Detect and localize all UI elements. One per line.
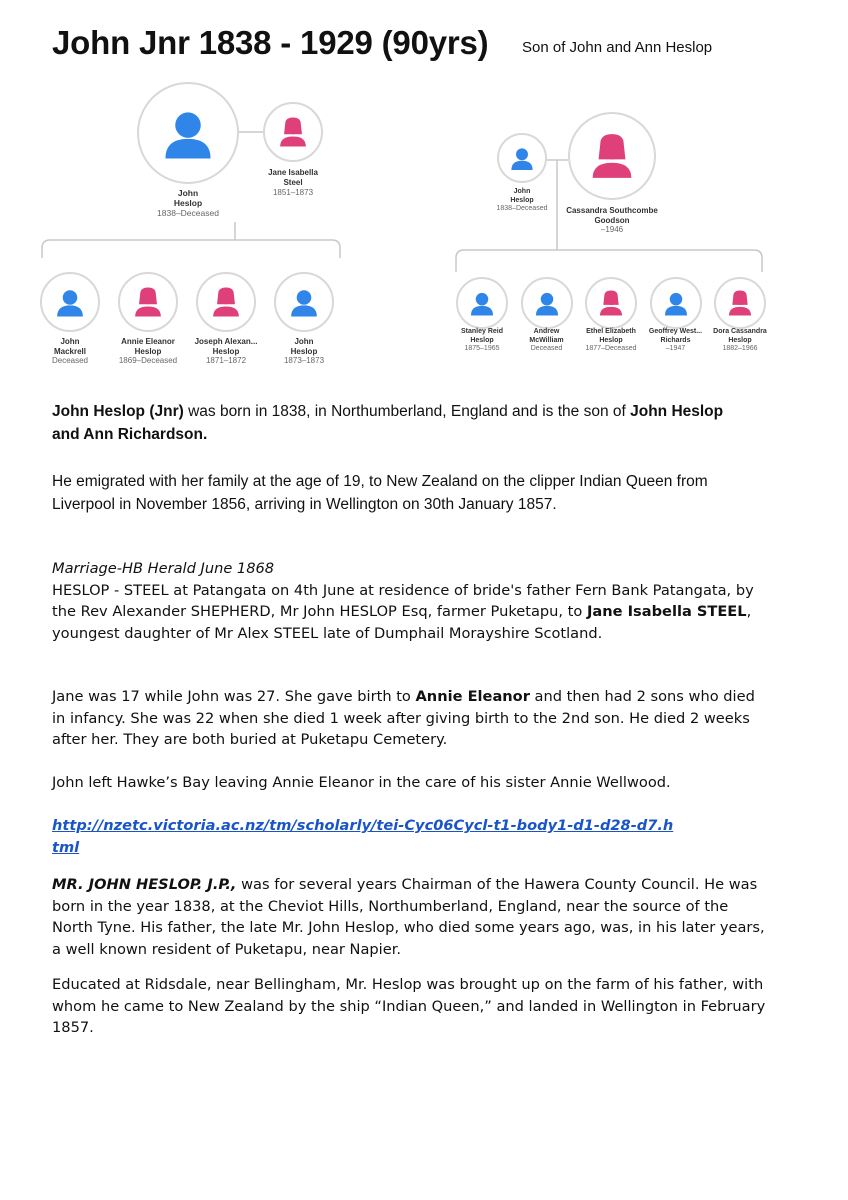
right-child-avatar[interactable] [585, 277, 637, 329]
intro-paragraph [52, 400, 752, 446]
departure-paragraph: John left Hawke’s Bay leaving Annie Eleanor in the care of his sister Annie Wellwood. [52, 774, 671, 791]
person-surname: Heslop [599, 336, 623, 344]
right-spouse-label [552, 206, 672, 235]
person-surname: Goodson [594, 215, 630, 225]
person-name: Andrew [533, 328, 560, 335]
bold-name: John Heslop (Jnr) [52, 403, 184, 420]
text-span: HESLOP - STEEL at Patangata on 4th June at residence of bride's father Fern Bank Patangata, by the Rev Alexander SHEPHERD, Mr John HESLOP Esq, farmer Puketapu, to [52, 581, 754, 620]
person-name: Stanley Reid [460, 328, 503, 335]
person-name: Cassandra Southcombe [566, 206, 658, 215]
male-person-icon [276, 274, 332, 330]
right-principal-avatar[interactable] [497, 133, 547, 183]
person-surname: Heslop [290, 346, 318, 356]
person-name: Jane Isabella [268, 168, 318, 177]
person-dates: 1882–1966 [722, 345, 758, 352]
left-spouse-label [253, 168, 333, 198]
bold-italic-name: MR. JOHN HESLOP. J.P., [52, 876, 237, 893]
male-person-icon [652, 279, 700, 327]
right-child-label [707, 328, 773, 354]
bold-parents: John Heslop and Ann Richardson. [52, 403, 724, 443]
person-name: Ethel Elizabeth [586, 328, 636, 335]
bold-bride-name: Jane Isabella STEEL [586, 603, 747, 620]
person-surname: Heslop [510, 196, 534, 204]
education-paragraph: Educated at Ridsdale, near Bellingham, Mr. Heslop was brought up on the farm of his father, with whom he came to New Zealand by the ship “Indian Queen,” and landed in Wellington in February 1857. [52, 976, 766, 1036]
marriage-paragraph [52, 558, 772, 644]
person-name: John [294, 337, 314, 346]
right-child-avatar[interactable] [714, 277, 766, 329]
family-paragraph [52, 686, 772, 751]
source-link-continued[interactable]: tml [52, 838, 80, 856]
female-person-icon [587, 279, 635, 327]
person-surname: Heslop [212, 346, 240, 356]
marriage-heading: Marriage-HB Herald June 1868 [52, 560, 275, 577]
right-spouse-avatar[interactable] [568, 112, 656, 200]
person-name: Geoffrey West... [648, 328, 703, 335]
text-span: and then had 2 sons who died in infancy. She was 22 when she died 1 week after giving birth to the 2nd son. He died 2 weeks after her. They are both buried at Puketapu Cemetery. [52, 688, 755, 748]
left-child-label [266, 337, 342, 366]
female-person-icon [265, 104, 321, 160]
left-child-avatar[interactable] [274, 272, 334, 332]
person-dates: Deceased [51, 356, 89, 365]
person-name: John [513, 188, 531, 195]
male-person-icon [139, 84, 237, 182]
person-surname: Heslop [728, 336, 752, 344]
left-child-label [32, 337, 108, 366]
left-child-label [110, 337, 186, 366]
family-trees [0, 0, 848, 390]
source-link-block [52, 815, 772, 858]
right-child-avatar[interactable] [650, 277, 702, 329]
person-surname: Richards [660, 336, 691, 344]
person-dates: 1871–1872 [205, 356, 247, 365]
right-child-label [643, 328, 709, 354]
text-span: was for several years Chairman of the Hawera County Council. He was born in the year 1838, at the Cheviot Hills, Northumberland, England, near the source of the North Tyne. His father, the late Mr. John Heslop, who died some years ago, was, in his later years, a well known resident of Puketapu, near Napier. [52, 876, 765, 958]
person-surname: Mackrell [53, 346, 87, 356]
person-surname: McWilliam [529, 336, 564, 344]
text-span: was born in 1838, in Northumberland, England and is the son of [183, 403, 631, 420]
biography-paragraph [52, 874, 772, 960]
person-name: Dora Cassandra [713, 328, 767, 335]
left-principal-avatar[interactable] [137, 82, 239, 184]
person-dates: 1869–Deceased [118, 356, 178, 365]
person-surname: Heslop [173, 198, 203, 208]
male-person-icon [458, 279, 506, 327]
left-spouse-avatar[interactable] [263, 102, 323, 162]
left-principal-label [138, 188, 238, 218]
person-dates: –1946 [600, 225, 624, 234]
female-person-icon [198, 274, 254, 330]
person-dates: 1877–Deceased [585, 345, 637, 352]
person-surname: Heslop [134, 346, 162, 356]
right-child-label [514, 328, 580, 354]
bold-daughter-name: Annie Eleanor [415, 688, 530, 705]
person-name: John [177, 188, 199, 198]
male-person-icon [42, 274, 98, 330]
female-person-icon [716, 279, 764, 327]
right-child-avatar[interactable] [456, 277, 508, 329]
female-person-icon [120, 274, 176, 330]
right-child-avatar[interactable] [521, 277, 573, 329]
female-person-icon [570, 114, 654, 198]
left-child-avatar[interactable] [40, 272, 100, 332]
source-link[interactable]: http://nzetc.victoria.ac.nz/tm/scholarly/tei-Cyc06Cycl-t1-body1-d1-d28-d7.h [52, 817, 674, 834]
right-principal-label [482, 188, 562, 214]
left-child-avatar[interactable] [196, 272, 256, 332]
left-child-label [188, 337, 264, 366]
text-span: Jane was 17 while John was 27. She gave birth to [52, 688, 416, 705]
person-dates: 1838–Deceased [496, 205, 548, 212]
left-child-avatar[interactable] [118, 272, 178, 332]
person-name: Annie Eleanor [121, 337, 175, 346]
person-name: Joseph Alexan... [194, 337, 258, 346]
person-dates: 1838–Deceased [157, 208, 219, 218]
person-name: John [60, 337, 80, 346]
person-dates: 1851–1873 [272, 188, 314, 197]
text-span: , youngest daughter of Mr Alex STEEL late of Dumphail Morayshire Scotland. [52, 603, 752, 642]
emigration-paragraph: He emigrated with her family at the age of 19, to New Zealand on the clipper Indian Queen from Liverpool in November 1856, arriving in Wellington on 30th January 1857. [52, 473, 708, 513]
person-dates: –1947 [665, 345, 686, 352]
person-surname: Heslop [470, 336, 494, 344]
person-dates: 1873–1873 [283, 356, 325, 365]
page-title: John Jnr 1838 - 1929 (90yrs) [52, 24, 489, 61]
male-person-icon [523, 279, 571, 327]
person-dates: 1875–1965 [464, 345, 500, 352]
page-subtitle: Son of John and Ann Heslop [522, 39, 713, 56]
male-person-icon [499, 135, 545, 181]
person-surname: Steel [283, 178, 303, 187]
right-child-label [578, 328, 644, 354]
person-dates: Deceased [530, 345, 563, 352]
right-child-label [449, 328, 515, 354]
